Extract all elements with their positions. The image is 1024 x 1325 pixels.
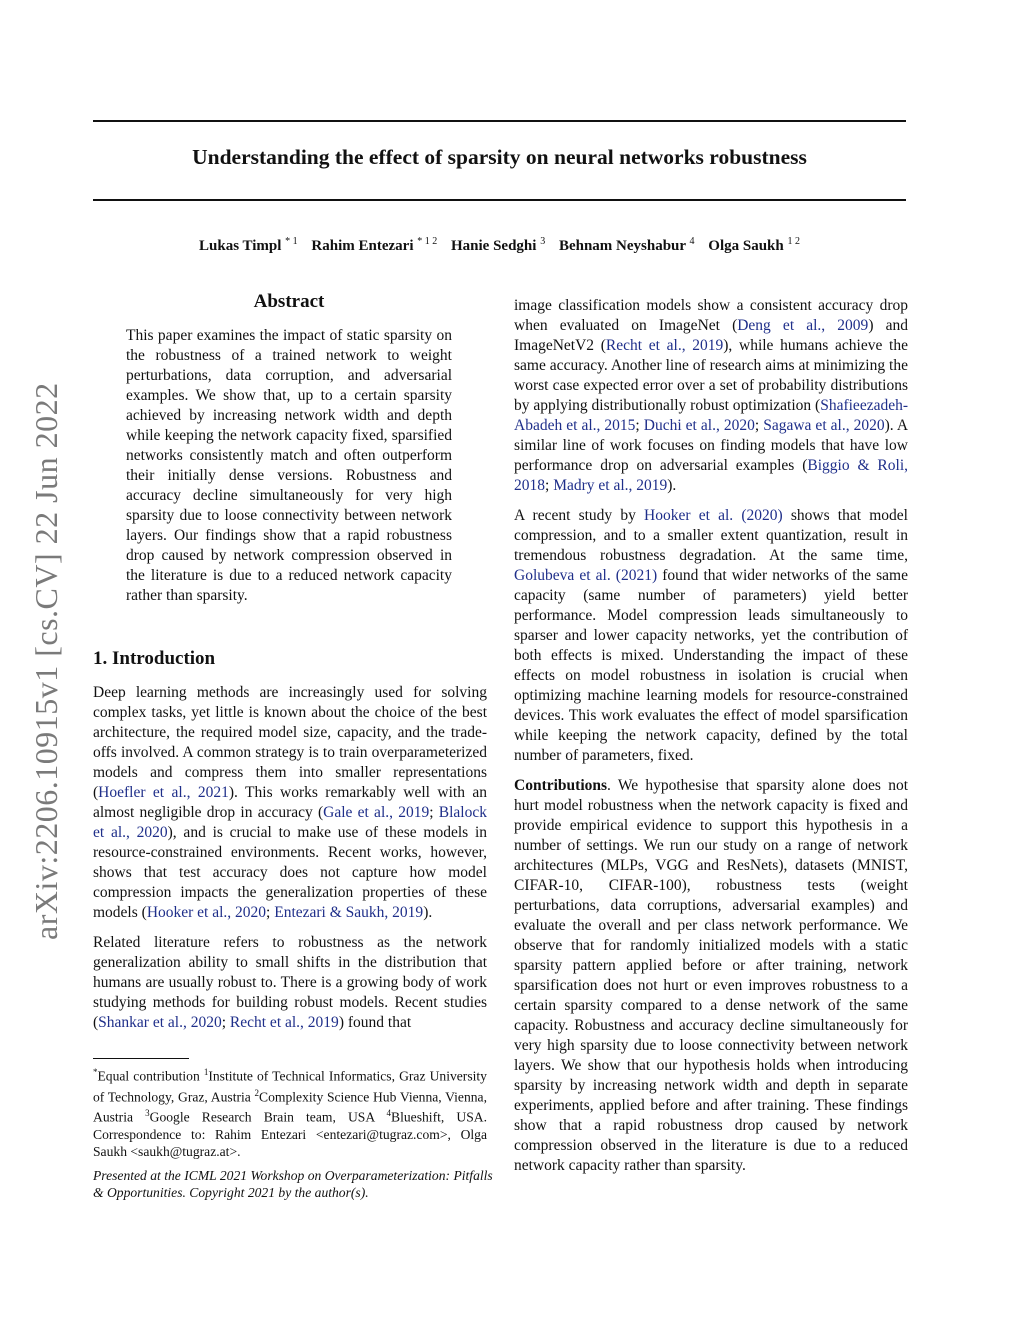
author-affiliation: 1 2 bbox=[787, 236, 800, 247]
arxiv-identifier: arXiv:2206.10915v1 [cs.CV] 22 Jun 2022 bbox=[28, 382, 64, 940]
author-name: Lukas Timpl bbox=[199, 238, 282, 254]
workshop-notice: Presented at the ICML 2021 Workshop on Overparameterization: Pitfalls & Opportunities. Copyright 2021 by the author(s). bbox=[93, 1168, 493, 1200]
author bbox=[708, 238, 800, 254]
citation-link[interactable]: Shankar et al., 2020 bbox=[98, 1014, 222, 1031]
author-list bbox=[93, 236, 906, 255]
author-affiliation: 4 bbox=[689, 236, 695, 247]
intro-paragraph-2: Related literature refers to robustness as the network generalization ability to small shifts in the distribution that humans are usually robust to. There is a growing body of work studying methods for building robust models. Recent studies (Shankar et al., 2020; Recht et al., 2019) found that bbox=[93, 934, 487, 1031]
abstract-text: This paper examines the impact of static sparsity on the robustness of a trained network to weight perturbations, data corruption, and adversarial examples. We show that, up to a certain sparsity achieved by increasing network width and depth while keeping the network capacity fixed, sparsified networks consistently match and often outperform their initially dense versions. Robustness and accuracy decline simultaneously for very high sparsity due to loose connectivity between network layers. Our findings show that a rapid robustness drop caused by network compression observed in the literature is due to a reduced network capacity rather than sparsity. bbox=[126, 327, 452, 604]
citation-link[interactable]: Entezari & Saukh, 2019 bbox=[274, 904, 424, 921]
citation-link[interactable]: Shafieezadeh-Abadeh et al., 2015 bbox=[514, 397, 908, 434]
right-paragraph-1: image classification models show a consistent accuracy drop when evaluated on ImageNet (Deng et al., 2009) and ImageNetV2 (Recht et al., 2019), while humans achieve the same accuracy. Another line of research aims at minimizing the worst case expected error over a set of probability distributions by applying distributionally robust optimization (Shafieezadeh-Abadeh et al., 2015; Duchi et al., 2020; Sagawa et al., 2020). A similar line of work focuses on finding models that have low performance drop on adversarial examples (Biggio & Roli, 2018; Madry et al., 2019). bbox=[514, 297, 909, 494]
citation-link[interactable]: Golubeva et al. (2021) bbox=[514, 567, 658, 584]
author-name: Olga Saukh bbox=[708, 238, 784, 254]
top-rule bbox=[93, 120, 906, 122]
footnote-rule bbox=[93, 1058, 189, 1059]
intro-paragraph-1: Deep learning methods are increasingly used for solving complex tasks, yet little is known about the choice of the best architecture, the required model size, capacity, and the trade-offs involved. A common strategy is to train overparameterized models and compress them into smaller representations (Hoefler et al., 2021). This works remarkably well with an almost negligible drop in accuracy (Gale et al., 2019; Blalock et al., 2020), and is crucial to make use of these models in resource-constrained environments. Recent works, however, shows that test accuracy does not capture how model compression impacts the generalization properties of these models (Hooker et al., 2020; Entezari & Saukh, 2019). bbox=[93, 684, 487, 921]
author bbox=[559, 238, 695, 254]
author-name: Rahim Entezari bbox=[311, 238, 414, 254]
citation-link[interactable]: Madry et al., 2019 bbox=[553, 477, 668, 494]
citation-link[interactable]: Deng et al., 2009 bbox=[737, 317, 869, 334]
contributions-label: Contributions bbox=[514, 777, 608, 794]
author-affiliation: 3 bbox=[540, 236, 546, 247]
citation-link[interactable]: Blalock et al., 2020 bbox=[93, 804, 487, 841]
author-name: Behnam Neyshabur bbox=[558, 238, 686, 254]
author bbox=[311, 238, 437, 254]
affiliations-footnote: *Equal contribution $^1$Institute of Technical Informatics, Graz University of Technology, Graz, Austria $^2$Complexity Science Hub Vienna, Vienna, Austria $^3$Google Research Brain team, USA $^4$Blueshift, USA. Correspondence to: Rahim Entezari <entezari@tugraz.com>, Olga Saukh <saukh@tugraz.at>. bbox=[93, 1067, 487, 1159]
author-affiliation: * 1 bbox=[285, 236, 298, 247]
left-column-body bbox=[93, 683, 487, 1043]
introduction-heading: 1. Introduction bbox=[93, 648, 216, 669]
abstract-heading: Abstract bbox=[253, 291, 325, 312]
author-affiliation: * 1 2 bbox=[417, 236, 438, 247]
author bbox=[451, 238, 545, 254]
citation-link[interactable]: Recht et al., 2019 bbox=[605, 337, 724, 354]
right-paragraph-2: A recent study by Hooker et al. (2020) shows that model compression, and to a smaller extent quantization, result in tremendous robustness degradation. At the same time, Golubeva et al. (2021) found that wider networks of the same capacity (same number of parameters) yield better performance. Model compression leads simultaneously to sparser and lower capacity networks, yet the contribution of both effects is mixed. Understanding the impact of these effects on model robustness in isolation is crucial when optimizing machine learning models for resource-constrained devices. This work evaluates the effect of model sparsification while keeping the network capacity, defined by the total number of parameters, fixed. bbox=[514, 507, 908, 764]
author-name: Hanie Sedghi bbox=[451, 238, 537, 254]
citation-link[interactable]: Biggio & Roli, 2018 bbox=[514, 457, 908, 494]
citation-link[interactable]: Gale et al., 2019 bbox=[323, 804, 430, 821]
citation-link[interactable]: Duchi et al., 2020 bbox=[643, 417, 755, 434]
paper-title: Understanding the effect of sparsity on neural networks robustness bbox=[192, 145, 807, 169]
author bbox=[199, 238, 298, 254]
citation-link[interactable]: Sagawa et al., 2020 bbox=[763, 417, 885, 434]
citation-link[interactable]: Hooker et al. (2020) bbox=[644, 507, 783, 524]
title-bottom-rule bbox=[93, 199, 906, 201]
contributions-paragraph: Contributions. We hypothesise that sparsity alone does not hurt model robustness when the network capacity is fixed and provide empirical evidence to support this hypothesis in a number of settings. We run our study on a range of network architectures (MLPs, VGG and ResNets), datasets (MNIST, CIFAR-10, CIFAR-100), robustness tests (weight perturbations, data corruptions, adversarial examples) and evaluate the overall and per class network performance. We observe that for randomly initialized models with a static sparsity pattern applied before or after training, network sparsification does not hurt or even improves robustness to a certain sparsity compared to a dense network of the same capacity. Robustness and accuracy decline simultaneously for very high sparsity due to loose connectivity between network layers. We show that our hypothesis holds when introducing sparsity by increasing network width and depth in separate experiments, applied before and after training. These findings show that a rapid robustness drop caused by network compression observed in the literature is due to a reduced network capacity rather than sparsity. bbox=[514, 777, 908, 1174]
citation-link[interactable]: Hooker et al., 2020 bbox=[146, 904, 267, 921]
citation-link[interactable]: Recht et al., 2019 bbox=[229, 1014, 339, 1031]
right-column-body bbox=[514, 296, 908, 1186]
citation-link[interactable]: Hoefler et al., 2021 bbox=[98, 784, 229, 801]
